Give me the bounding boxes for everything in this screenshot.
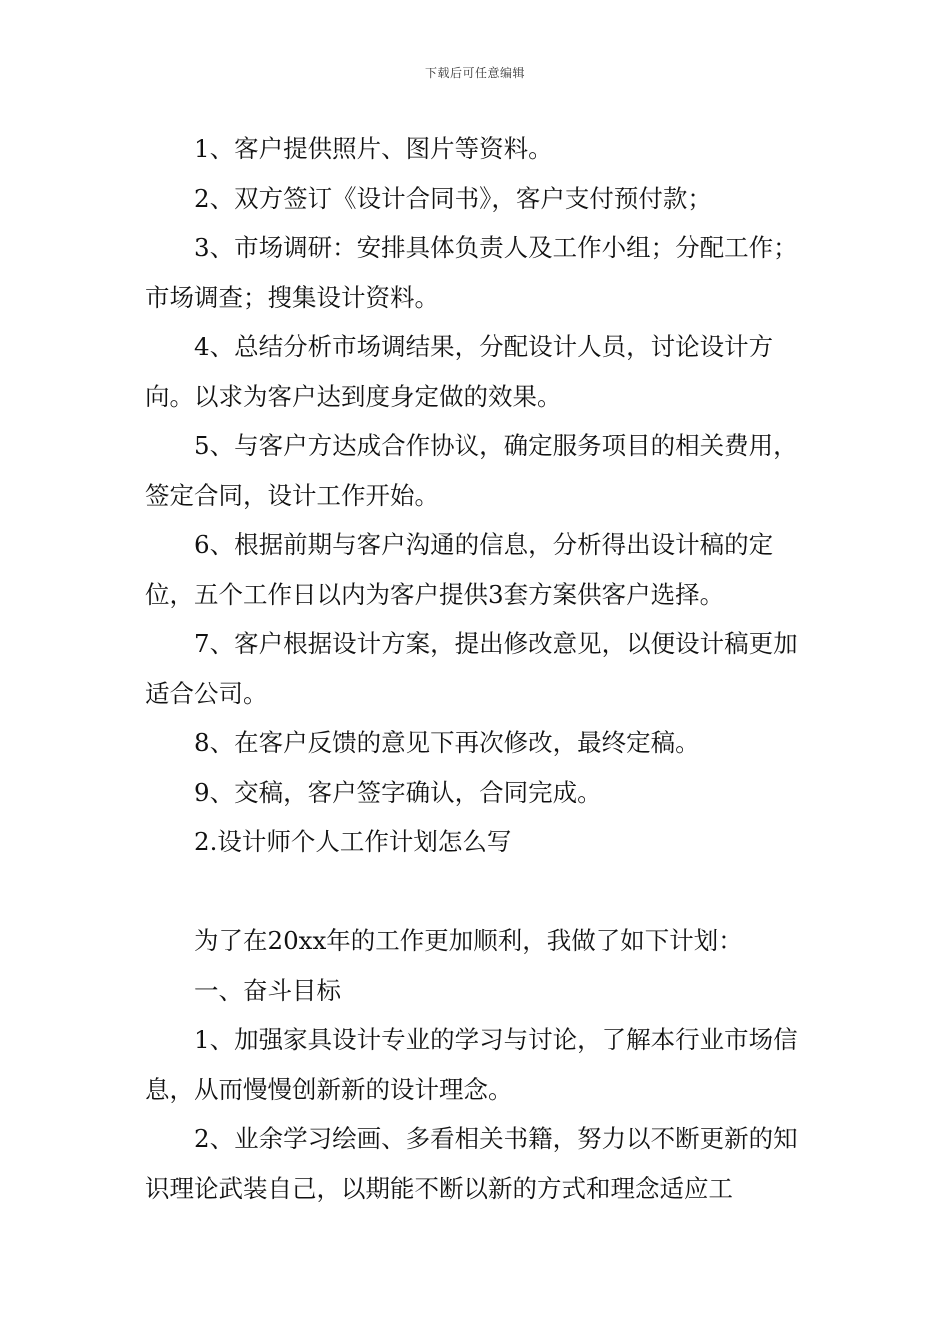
- paragraph-goal-2: 2、业余学习绘画、多看相关书籍，努力以不断更新的知识理论武装自己，以期能不断以新的方式和理念适应工: [145, 1124, 798, 1203]
- paragraph-goal-1: 1、加强家具设计专业的学习与讨论，了解本行业市场信息，从而慢慢创新新的设计理念。: [145, 1025, 798, 1104]
- paragraph-step-7: 7、客户根据设计方案，提出修改意见，以便设计稿更加适合公司。: [145, 629, 798, 708]
- document-body: [145, 124, 820, 1213]
- paragraph-step-6: 6、根据前期与客户沟通的信息，分析得出设计稿的定位，五个工作日以内为客户提供3套方案供客户选择。: [145, 530, 774, 609]
- subheading-goals: 一、奋斗目标: [194, 975, 341, 1005]
- paragraph-step-5: 5、与客户方达成合作协议，确定服务项目的相关费用，签定合同，设计工作开始。: [145, 431, 798, 510]
- paragraph-step-9: 9、交稿，客户签字确认，合同完成。: [194, 777, 602, 807]
- page-header-note: 下载后可任意编辑: [424, 66, 525, 80]
- paragraph-step-8: 8、在客户反馈的意见下再次修改，最终定稿。: [194, 728, 700, 757]
- paragraph-step-2: 2、双方签订《设计合同书》，客户支付预付款；: [194, 183, 712, 213]
- paragraph-step-3: 3、市场调研：安排具体负责人及工作小组；分配工作；市场调查；搜集设计资料。: [145, 233, 798, 312]
- paragraph-intro: 为了在20xx年的工作更加顺利，我做了如下计划：: [194, 926, 743, 955]
- paragraph-step-1: 1、客户提供照片、图片等资料。: [194, 134, 553, 163]
- paragraph-step-4: 4、总结分析市场调结果，分配设计人员，讨论设计方向。以求为客户达到度身定做的效果。: [145, 332, 774, 411]
- blank-line: [145, 867, 820, 917]
- section-heading: 2.设计师个人工作计划怎么写: [194, 827, 512, 856]
